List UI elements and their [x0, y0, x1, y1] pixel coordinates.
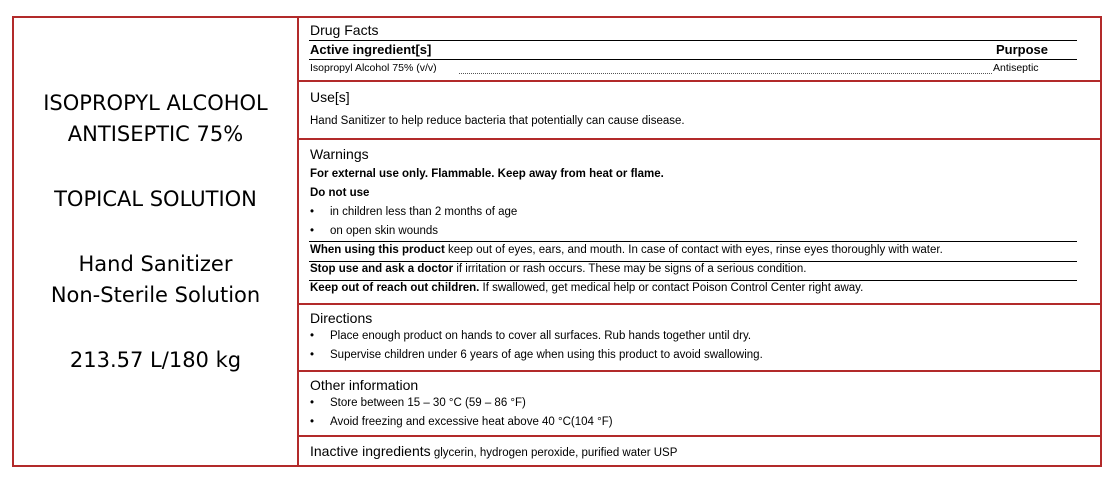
- directions-title: Directions: [310, 310, 373, 326]
- when-using-warning: When using this product keep out of eyes, ears, and mouth. In case of contact with eyes, rinse eyes thoroughly with water.: [310, 244, 943, 256]
- drug-facts-title: Drug Facts: [310, 22, 379, 38]
- ingredient-purpose: Antiseptic: [993, 62, 1039, 74]
- product-name-line1: ISOPROPYL ALCOHOL: [43, 91, 268, 115]
- list-item: • Supervise children under 6 years of age when using this product to avoid swallowing.: [310, 349, 763, 361]
- active-ingredient-header: Active ingredient[s]: [310, 42, 432, 57]
- purpose-header: Purpose: [996, 42, 1049, 57]
- directions-section: [299, 305, 1100, 372]
- warnings-section: [299, 140, 1100, 305]
- divider: [309, 40, 1077, 41]
- other-information-title: Other information: [310, 377, 419, 393]
- stop-use-warning: Stop use and ask a doctor if irritation or rash occurs. These may be signs of a serious condition.: [310, 263, 807, 275]
- uses-title: Use[s]: [310, 89, 350, 105]
- list-item: • Store between 15 – 30 °C (59 – 86 °F): [310, 397, 526, 409]
- drug-facts-panel: [299, 18, 1100, 465]
- leader-dots: [459, 73, 992, 74]
- warnings-title: Warnings: [310, 146, 369, 162]
- uses-section: [299, 82, 1100, 140]
- product-type: Hand Sanitizer: [78, 252, 233, 276]
- list-item: • in children less than 2 months of age: [310, 206, 518, 218]
- list-item: • Avoid freezing and excessive heat above 40 °C(104 °F): [310, 416, 613, 428]
- inactive-ingredients: Inactive ingredients glycerin, hydrogen peroxide, purified water USP: [310, 443, 678, 459]
- list-item: • Place enough product on hands to cover all surfaces. Rub hands together until dry.: [310, 330, 752, 342]
- product-name-line2: ANTISEPTIC 75%: [67, 122, 244, 146]
- divider: [309, 261, 1077, 262]
- active-ingredient: Isopropyl Alcohol 75% (v/v): [310, 62, 437, 74]
- product-panel: [14, 18, 299, 465]
- inactive-ingredients-section: [299, 437, 1100, 465]
- do-not-use-heading: Do not use: [310, 187, 370, 199]
- product-form: TOPICAL SOLUTION: [54, 187, 257, 211]
- drug-facts-section: [299, 18, 1100, 82]
- other-information-section: [299, 372, 1100, 437]
- divider: [309, 241, 1077, 242]
- list-item: • on open skin wounds: [310, 225, 439, 237]
- product-sterility: Non-Sterile Solution: [50, 283, 261, 307]
- drug-label: [12, 16, 1102, 467]
- external-use-warning: For external use only. Flammable. Keep away from heat or flame.: [310, 168, 664, 180]
- divider: [309, 59, 1077, 60]
- product-quantity: 213.57 L/180 kg: [69, 348, 242, 372]
- divider: [309, 280, 1077, 281]
- keep-out-warning: Keep out of reach out children. If swallowed, get medical help or contact Poison Control Center right away.: [310, 282, 864, 294]
- uses-text: Hand Sanitizer to help reduce bacteria that potentially can cause disease.: [310, 115, 685, 127]
